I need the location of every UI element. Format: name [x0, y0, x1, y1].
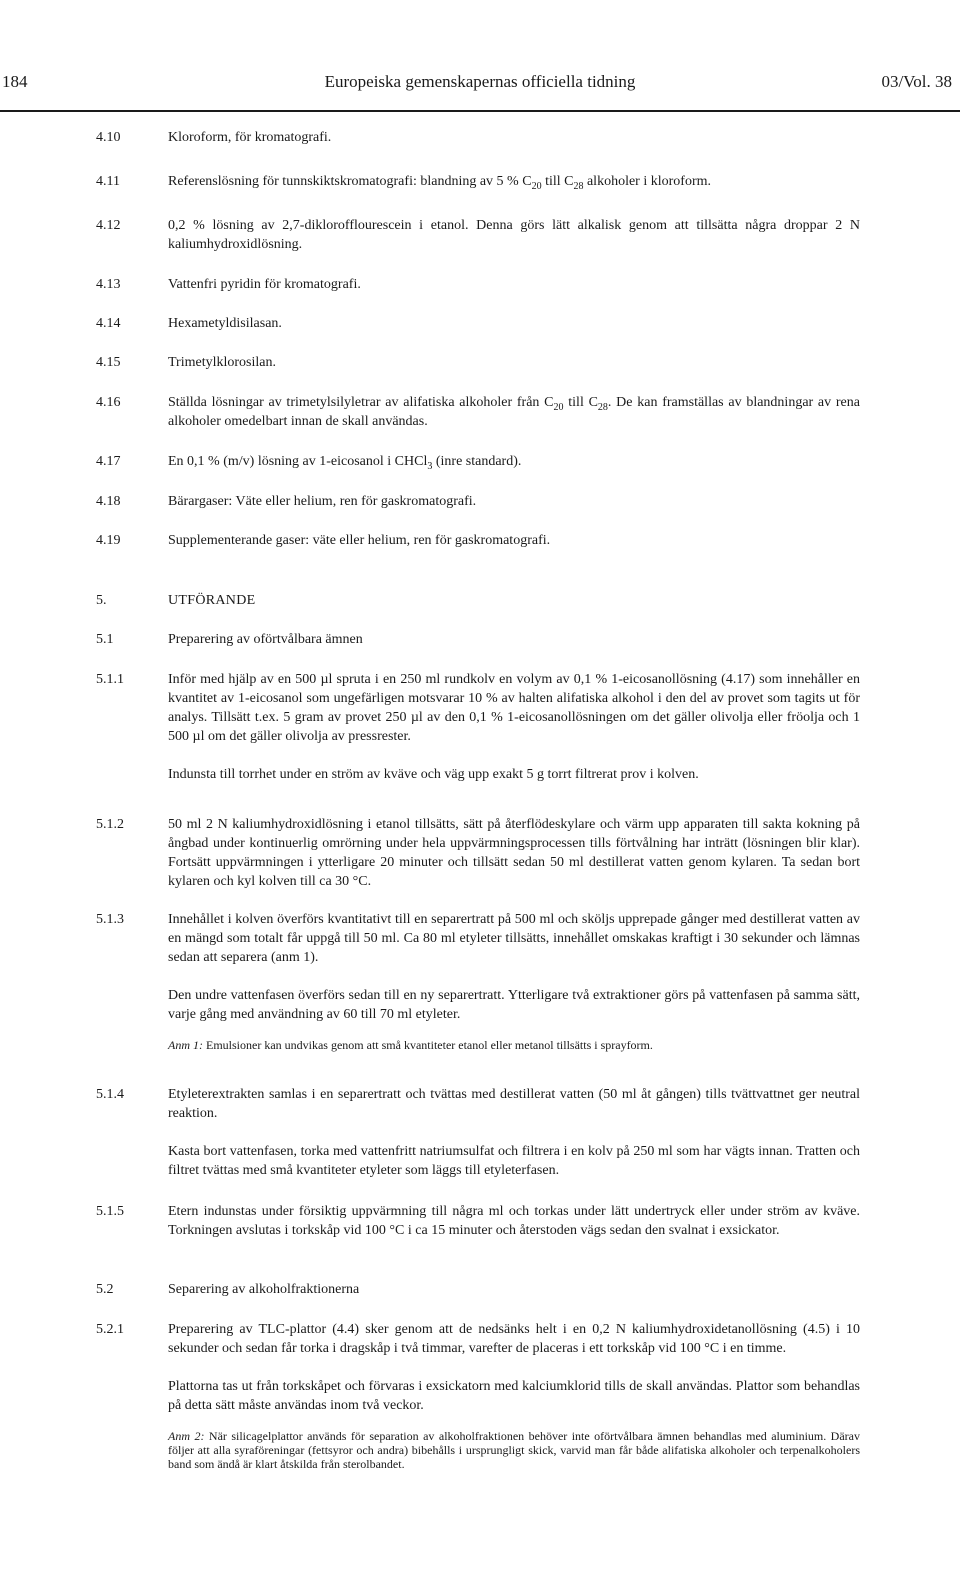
section-body — [168, 910, 860, 1052]
item-text: Kloroform, för kromatografi. — [168, 130, 332, 145]
section-number: 5.1.1 — [96, 672, 124, 687]
item-text: Trimetylklorosilan. — [168, 355, 276, 370]
item-text: Supplementerande gaser: väte eller helium, ren för gaskromatografi. — [168, 533, 551, 548]
item-text: Hexametyldisilasan. — [168, 316, 282, 331]
section-body — [168, 1085, 860, 1180]
page-header — [0, 72, 960, 98]
paragraph: Etern indunstas under försiktig uppvärmning till några ml och torkas under lätt undertryck eller under ström av kväve. Torkningen avslutas i torkskåp vid 100 °C i ca 15 minuter och återstoden vägs sedan den svalnat i exsickator. — [168, 1204, 860, 1238]
item-text: Ställda lösningar av trimetylsilyletrar av alifatiska alkoholer från $C_{20}$ till $C_{28}$. De kan framställas av blandningar av rena alkoholer omedelbart innan de skall användas. — [168, 395, 860, 429]
footnote: Anm 1: Emulsioner kan undvikas genom att små kvantiteter etanol eller metanol tillsätts i sprayform. — [168, 1038, 653, 1052]
item-text: Bärargaser: Väte eller helium, ren för gaskromatografi. — [168, 494, 477, 509]
paragraph: Preparering av TLC-plattor (4.4) sker genom att de nedsänks helt i en 0,2 N kaliumhydroxidetanollösning (4.5) i 10 sekunder och sedan får torka i dragskåp i två timmar, varefter de placeras i ett torkskåp vid 100 °C i en timme. — [168, 1322, 860, 1356]
paragraph: 50 ml 2 N kaliumhydroxidlösning i etanol tillsätts, sätt på återflödeskylare och värm upp apparaten till sakta kokning på ångbad under kontinuerlig omrörning under hela uppvärmningsprocessen tills förtvålning har inträtt (lösningen blir klar). Fortsätt uppvärmningen i ytterligare 20 minuter och tillsätt sedan 50 ml destillerat vatten genom kylaren. Ta sedan bort kylaren och kyl kolven till ca 30 °C. — [168, 817, 860, 889]
paragraph: Plattorna tas ut från torkskåpet och förvaras i exsickatorn med kalciumklorid tills de skall användas. Plattor som behandlas på detta sätt måste användas inom två veckor. — [168, 1379, 860, 1413]
item-number: 4.19 — [96, 533, 121, 548]
section-number: 5.1.4 — [96, 1087, 124, 1102]
section-number: 5.1.5 — [96, 1204, 124, 1219]
section-body — [168, 670, 860, 784]
section-body — [168, 1202, 860, 1240]
section-number: 5.1.2 — [96, 817, 124, 832]
item-number: 4.14 — [96, 316, 121, 331]
section-heading: UTFÖRANDE — [168, 593, 256, 608]
volume-label: 03/Vol. 38 — [881, 72, 952, 91]
journal-title: Europeiska gemenskapernas officiella tidning — [324, 72, 636, 91]
item-number: 4.17 — [96, 454, 121, 469]
page-number: 184 — [2, 72, 28, 91]
paragraph: Indunsta till torrhet under en ström av kväve och väg upp exakt 5 g torrt filtrerat prov i kolven. — [168, 767, 699, 782]
paragraph: Etyleterextrakten samlas i en separertratt och tvättas med destillerat vatten (50 ml åt gången) tills tvättvattnet ger neutral reaktion. — [168, 1087, 860, 1121]
item-text: 0,2 % lösning av 2,7-diklorofflourescein i etanol. Denna görs lätt alkalisk genom att tillsätta några droppar 2 N kaliumhydroxidlösning. — [168, 218, 860, 252]
footnote: Anm 2: När silicagelplattor används för separation av alkoholfraktionen behöver inte oförtvålbara ämnen behandlas med aluminium. Därav följer att alla syraföreningar (fettsyror och andra) bibehålls i ursprungligt skick, varvid man får både alifatiska alkoholer och terpenalkoholers band som ändå är klart åtskilda från sterolbandet. — [168, 1429, 860, 1471]
paragraph: Innehållet i kolven överförs kvantitativt till en separertratt på 500 ml och sköljs upprepade gånger med destillerat vatten av en mängd som totalt får uppgå till 50 ml. Ca 80 ml etyleter tillsätts, innehållet omskakas kraftigt i 30 sekunder och lämnas sedan att separera (anm 1). — [168, 912, 860, 965]
section-heading: Separering av alkoholfraktionerna — [168, 1282, 360, 1297]
item-number: 4.11 — [96, 174, 120, 189]
item-number: 4.16 — [96, 395, 121, 410]
paragraph: Den undre vattenfasen överförs sedan till en ny separertratt. Ytterligare två extraktioner görs på vattenfasen på samma sätt, varje gång med användning av 60 till 70 ml etyleter. — [168, 988, 860, 1022]
section-body — [168, 815, 860, 891]
section-number: 5.1 — [96, 632, 114, 647]
header-rule — [0, 110, 960, 112]
item-number: 4.13 — [96, 277, 121, 292]
section-number: 5. — [96, 593, 107, 608]
section-body — [168, 1320, 860, 1471]
section-heading: Preparering av oförtvålbara ämnen — [168, 632, 363, 647]
paragraph: Kasta bort vattenfasen, torka med vattenfritt natriumsulfat och filtrera i en kolv på 250 ml som har vägts innan. Tratten och filtret tvättas med små kvantiteter etyleter som läggs till etyleterfasen. — [168, 1144, 860, 1178]
item-number: 4.10 — [96, 130, 121, 145]
item-text: En 0,1 % (m/v) lösning av 1-eicosanol i CHCl$_3$ (inre standard). — [168, 454, 522, 472]
section-number: 5.2 — [96, 1282, 114, 1297]
item-number: 4.18 — [96, 494, 121, 509]
item-number: 4.15 — [96, 355, 121, 370]
section-number: 5.2.1 — [96, 1322, 124, 1337]
item-text: Referenslösning för tunnskiktskromatografi: blandning av 5 % $C_{20}$ till $C_{28}$ alkoholer i kloroform. — [168, 174, 711, 192]
item-number: 4.12 — [96, 218, 121, 233]
paragraph: Inför med hjälp av en 500 µl spruta i en 250 ml rundkolv en volym av 0,1 % 1-eicosanollösning (4.17) som innehåller en kvantitet av 1-eicosanol som ungefärligen motsvarar 10 % av halten alifatiska alkohol i den del av provet som tagits ut för analys. Tillsätt t.ex. 5 gram av provet 250 µl av den 0,1 % 1-eicosanollösningen om det gäller olivolja eller fröolja och 1 500 µl om det gäller olivolja av pressrester. — [168, 672, 860, 744]
item-text: Vattenfri pyridin för kromatografi. — [168, 277, 361, 292]
section-number: 5.1.3 — [96, 912, 124, 927]
